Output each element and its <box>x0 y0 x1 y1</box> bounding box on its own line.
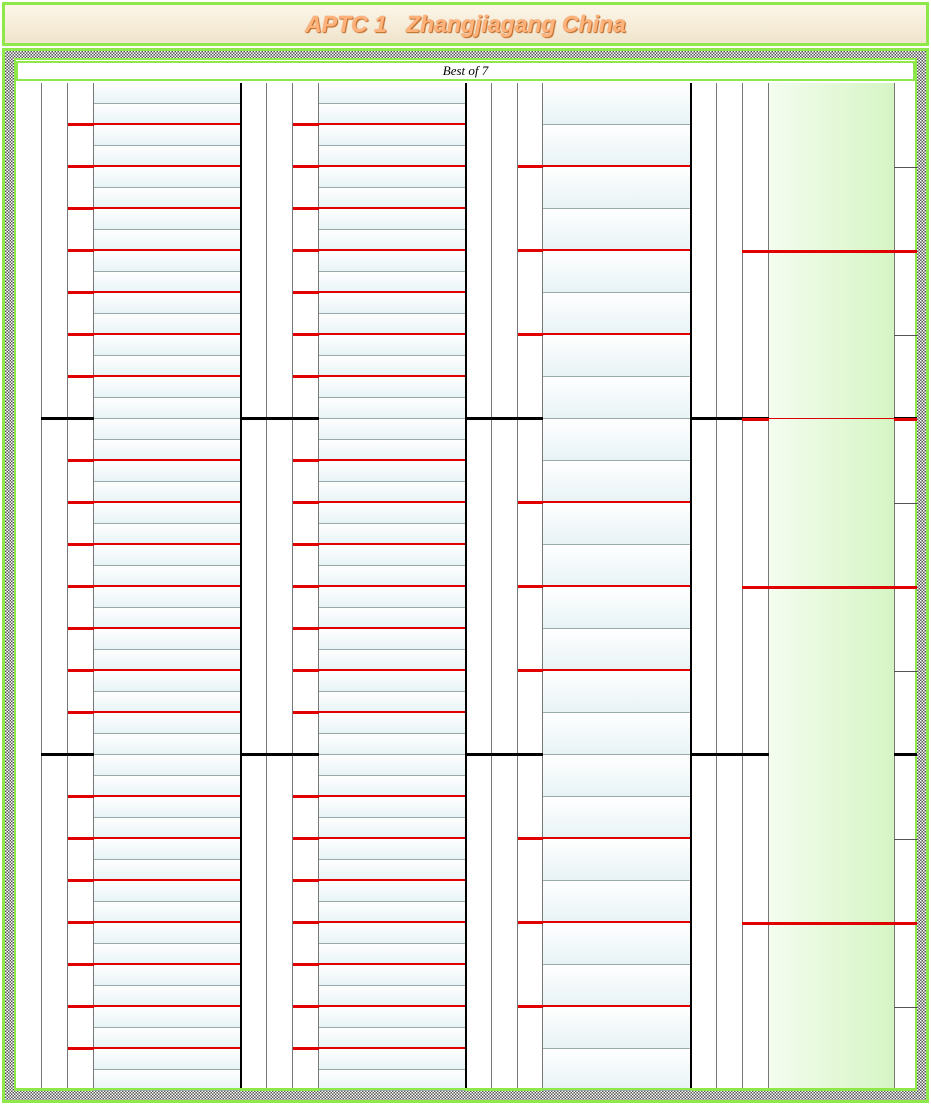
match-row <box>319 125 444 146</box>
score-cell <box>444 965 465 986</box>
score-cell <box>444 377 465 398</box>
match-row <box>319 566 444 587</box>
match-row <box>543 587 668 629</box>
score-cell <box>444 587 465 608</box>
score-cell <box>220 356 240 377</box>
match-row <box>319 272 444 293</box>
score-cell <box>444 356 465 377</box>
match-row <box>94 881 220 902</box>
match-row <box>94 734 220 755</box>
match-row <box>319 818 444 839</box>
match-row <box>94 335 220 356</box>
semifinal-separator <box>742 250 917 253</box>
match-row <box>94 587 220 608</box>
match-row <box>319 230 444 251</box>
match-row <box>319 986 444 1007</box>
score-cell <box>668 251 690 293</box>
match-row <box>319 902 444 923</box>
match-row <box>543 377 668 419</box>
match-row <box>94 902 220 923</box>
score-cell <box>444 860 465 881</box>
match-row <box>319 965 444 986</box>
score-cell <box>220 608 240 629</box>
match-row <box>543 335 668 377</box>
column-separator <box>716 83 717 1090</box>
match-row <box>319 587 444 608</box>
score-cell <box>220 923 240 944</box>
column-separator <box>491 83 492 1090</box>
match-row <box>94 293 220 314</box>
score-cell <box>220 1028 240 1049</box>
score-cell <box>668 377 690 419</box>
score-cell <box>668 1049 690 1091</box>
match-row <box>94 272 220 293</box>
bottom-border <box>16 1088 917 1090</box>
score-cell <box>444 335 465 356</box>
score-cell <box>668 839 690 881</box>
final-separator <box>742 922 917 925</box>
match-row <box>543 545 668 587</box>
score-cell <box>444 797 465 818</box>
page-title: APTC 1 Zhangjiagang China <box>2 2 929 46</box>
match-row <box>319 461 444 482</box>
score-cell <box>220 167 240 188</box>
semifinal-separator <box>742 586 917 589</box>
match-row <box>94 1007 220 1028</box>
score-cell <box>444 1049 465 1070</box>
score-cell <box>444 734 465 755</box>
score-cell <box>220 104 240 125</box>
score-cell <box>444 503 465 524</box>
score-tick <box>894 335 917 336</box>
score-cell <box>444 188 465 209</box>
semifinal-slot <box>769 83 894 251</box>
match-row <box>319 650 444 671</box>
score-cell <box>220 965 240 986</box>
score-cell <box>220 230 240 251</box>
match-row <box>319 860 444 881</box>
day-separator <box>240 83 242 1090</box>
score-tick <box>894 839 917 840</box>
match-row <box>94 398 220 419</box>
match-row <box>319 755 444 776</box>
score-cell <box>668 797 690 839</box>
match-row <box>543 713 668 755</box>
score-cell <box>220 482 240 503</box>
score-cell <box>444 209 465 230</box>
score-cell <box>444 419 465 440</box>
score-cell <box>668 125 690 167</box>
match-row <box>543 293 668 335</box>
match-row <box>319 482 444 503</box>
score-cell <box>220 440 240 461</box>
match-row <box>94 209 220 230</box>
score-cell <box>220 524 240 545</box>
score-cell <box>220 587 240 608</box>
score-cell <box>444 839 465 860</box>
score-cell <box>220 272 240 293</box>
match-row <box>94 608 220 629</box>
match-row <box>319 419 444 440</box>
score-tick <box>894 503 917 504</box>
column-separator <box>41 83 42 1090</box>
score-cell <box>444 755 465 776</box>
score-cell <box>220 671 240 692</box>
score-cell <box>444 944 465 965</box>
final-slot <box>769 923 894 1089</box>
score-cell <box>220 545 240 566</box>
score-cell <box>220 1049 240 1070</box>
score-cell <box>668 167 690 209</box>
match-row <box>319 293 444 314</box>
score-cell <box>220 839 240 860</box>
semifinal-slot <box>769 587 894 755</box>
score-cell <box>444 314 465 335</box>
score-cell <box>220 650 240 671</box>
match-row <box>543 755 668 797</box>
match-row <box>94 146 220 167</box>
score-cell <box>220 377 240 398</box>
match-row <box>319 608 444 629</box>
match-row <box>94 713 220 734</box>
score-tick <box>894 671 917 672</box>
match-row <box>543 167 668 209</box>
score-cell <box>668 713 690 755</box>
match-row <box>94 461 220 482</box>
match-row <box>94 566 220 587</box>
best-of-label: Best of 7 <box>16 61 915 81</box>
score-cell <box>220 986 240 1007</box>
score-cell <box>444 629 465 650</box>
score-cell <box>444 566 465 587</box>
match-row <box>319 881 444 902</box>
match-row <box>319 692 444 713</box>
match-row <box>543 1049 668 1091</box>
match-row <box>94 986 220 1007</box>
match-row <box>543 251 668 293</box>
semifinal-slot <box>769 419 894 587</box>
match-row <box>319 1028 444 1049</box>
score-cell <box>444 125 465 146</box>
match-row <box>319 713 444 734</box>
score-cell <box>668 83 690 125</box>
score-cell <box>220 692 240 713</box>
match-row <box>319 797 444 818</box>
score-cell <box>220 797 240 818</box>
score-cell <box>220 566 240 587</box>
match-row <box>543 671 668 713</box>
score-cell <box>444 272 465 293</box>
match-row <box>319 209 444 230</box>
day-separator <box>690 83 692 1090</box>
score-cell <box>668 545 690 587</box>
score-cell <box>444 251 465 272</box>
score-cell <box>444 776 465 797</box>
score-cell <box>668 587 690 629</box>
score-cell <box>444 146 465 167</box>
match-row <box>319 146 444 167</box>
score-cell <box>220 629 240 650</box>
score-cell <box>668 503 690 545</box>
score-cell <box>444 692 465 713</box>
score-cell <box>444 902 465 923</box>
score-cell <box>220 146 240 167</box>
match-row <box>94 923 220 944</box>
match-row <box>94 692 220 713</box>
score-cell <box>668 629 690 671</box>
score-cell <box>668 461 690 503</box>
score-cell <box>220 188 240 209</box>
score-cell <box>220 398 240 419</box>
match-row <box>319 314 444 335</box>
match-row <box>319 398 444 419</box>
score-cell <box>220 902 240 923</box>
match-row <box>94 440 220 461</box>
day-separator <box>465 83 467 1090</box>
match-row <box>319 671 444 692</box>
score-cell <box>668 335 690 377</box>
score-cell <box>444 545 465 566</box>
match-row <box>94 83 220 104</box>
match-row <box>543 881 668 923</box>
score-cell <box>444 104 465 125</box>
score-cell <box>444 83 465 104</box>
final-slot <box>769 755 894 923</box>
match-row <box>543 923 668 965</box>
match-row <box>94 377 220 398</box>
column-separator <box>266 83 267 1090</box>
match-row <box>94 755 220 776</box>
score-cell <box>444 230 465 251</box>
match-row <box>543 461 668 503</box>
score-cell <box>444 608 465 629</box>
score-cell <box>444 524 465 545</box>
match-row <box>543 83 668 125</box>
match-row <box>319 545 444 566</box>
match-row <box>543 419 668 461</box>
match-row <box>543 797 668 839</box>
score-cell <box>668 755 690 797</box>
match-row <box>94 482 220 503</box>
score-cell <box>444 461 465 482</box>
score-cell <box>220 881 240 902</box>
match-row <box>94 1028 220 1049</box>
match-row <box>319 167 444 188</box>
match-row <box>319 1007 444 1028</box>
score-cell <box>668 923 690 965</box>
match-row <box>94 188 220 209</box>
match-row <box>94 839 220 860</box>
match-row <box>319 503 444 524</box>
match-row <box>94 314 220 335</box>
score-cell <box>444 881 465 902</box>
score-cell <box>444 986 465 1007</box>
match-row <box>94 503 220 524</box>
score-cell <box>444 167 465 188</box>
match-row <box>543 839 668 881</box>
score-cell <box>444 293 465 314</box>
match-row <box>319 377 444 398</box>
score-cell <box>220 818 240 839</box>
score-cell <box>668 419 690 461</box>
score-tick <box>894 167 917 168</box>
score-cell <box>668 293 690 335</box>
score-cell <box>668 209 690 251</box>
score-cell <box>220 251 240 272</box>
score-cell <box>220 503 240 524</box>
score-cell <box>444 713 465 734</box>
match-row <box>94 545 220 566</box>
match-row <box>543 125 668 167</box>
match-row <box>543 965 668 1007</box>
match-row <box>319 1049 444 1070</box>
score-cell <box>444 818 465 839</box>
match-row <box>94 818 220 839</box>
score-cell <box>444 482 465 503</box>
match-row <box>94 251 220 272</box>
match-row <box>94 230 220 251</box>
match-row <box>94 860 220 881</box>
match-row <box>319 83 444 104</box>
score-cell <box>220 1007 240 1028</box>
score-cell <box>220 419 240 440</box>
semifinal-slot <box>769 251 894 419</box>
score-cell <box>668 965 690 1007</box>
score-cell <box>220 83 240 104</box>
score-cell <box>220 335 240 356</box>
score-cell <box>444 440 465 461</box>
score-cell <box>220 125 240 146</box>
score-cell <box>444 1007 465 1028</box>
match-row <box>94 671 220 692</box>
score-cell <box>220 860 240 881</box>
match-row <box>543 209 668 251</box>
score-cell <box>220 944 240 965</box>
score-cell <box>220 209 240 230</box>
match-row <box>94 356 220 377</box>
match-row <box>94 524 220 545</box>
match-row <box>319 335 444 356</box>
match-row <box>543 1007 668 1049</box>
match-row <box>319 356 444 377</box>
match-row <box>94 167 220 188</box>
score-cell <box>444 398 465 419</box>
match-row <box>319 104 444 125</box>
match-row <box>94 629 220 650</box>
match-row <box>543 629 668 671</box>
score-cell <box>668 881 690 923</box>
score-cell <box>668 1007 690 1049</box>
match-row <box>94 650 220 671</box>
match-row <box>543 503 668 545</box>
score-cell <box>668 671 690 713</box>
match-row <box>319 734 444 755</box>
score-cell <box>220 713 240 734</box>
match-row <box>319 839 444 860</box>
match-row <box>94 125 220 146</box>
match-row <box>94 965 220 986</box>
match-row <box>319 440 444 461</box>
score-cell <box>220 734 240 755</box>
score-cell <box>444 650 465 671</box>
match-row <box>94 1049 220 1070</box>
match-row <box>319 944 444 965</box>
match-row <box>94 776 220 797</box>
score-cell <box>220 461 240 482</box>
match-row <box>94 104 220 125</box>
match-row <box>319 251 444 272</box>
match-row <box>319 524 444 545</box>
score-cell <box>444 1028 465 1049</box>
score-cell <box>220 293 240 314</box>
match-row <box>319 188 444 209</box>
score-cell <box>220 755 240 776</box>
score-cell <box>444 923 465 944</box>
score-tick <box>894 1007 917 1008</box>
match-row <box>319 776 444 797</box>
match-row <box>94 419 220 440</box>
score-cell <box>220 314 240 335</box>
match-row <box>319 923 444 944</box>
score-cell <box>220 776 240 797</box>
score-cell <box>444 671 465 692</box>
match-row <box>319 629 444 650</box>
match-row <box>94 944 220 965</box>
match-row <box>94 797 220 818</box>
